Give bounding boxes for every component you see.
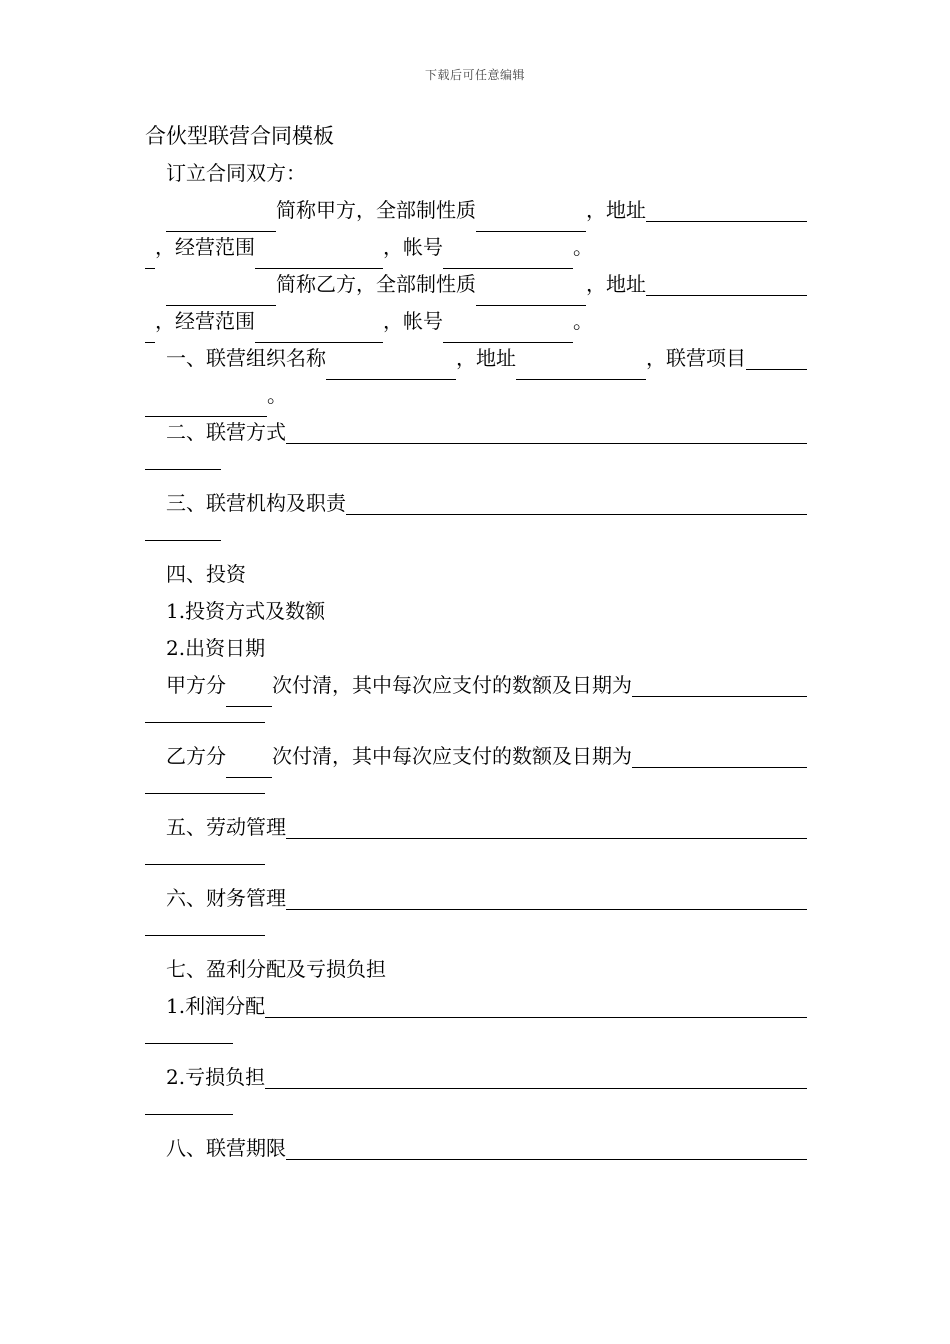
section-1-line-1 [145, 340, 807, 377]
section-2-line-1 [145, 414, 807, 451]
party-a-payment-pre: 甲方分 [166, 673, 226, 697]
party-a-payment-post: 次付清，其中每次应支付的数额及日期为 [272, 673, 632, 697]
section-5-label: 五、劳动管理 [166, 815, 286, 839]
party-b-abbr: 简称乙方，全部制性质 [276, 272, 476, 296]
profit-distribution-line [145, 988, 807, 1025]
investment-item-2: 2.出资日期 [166, 636, 266, 660]
joint-term-field[interactable] [286, 1137, 807, 1160]
section-5-line-1 [145, 809, 807, 846]
joint-mode-field[interactable] [286, 421, 807, 444]
party-b-payment-schedule-field[interactable] [632, 745, 807, 768]
project-field[interactable] [746, 347, 807, 370]
loss-bearing-label: 2.亏损负担 [166, 1065, 266, 1089]
organization-duties-field[interactable] [346, 492, 807, 515]
party-a-address-label: ，地址 [586, 198, 646, 222]
party-b-installments-field[interactable] [226, 755, 272, 778]
section-1-address-label: ，地址 [456, 346, 516, 370]
section-3-label: 三、联营机构及职责 [166, 491, 346, 515]
investment-item-1: 1.投资方式及数额 [166, 599, 326, 623]
party-a-account-label: ，帐号 [383, 235, 443, 259]
section-8-label: 八、联营期限 [166, 1136, 286, 1160]
party-a-installments-field[interactable] [226, 684, 272, 707]
party-b-payment-post: 次付清，其中每次应支付的数额及日期为 [272, 744, 632, 768]
party-a-abbr: 简称甲方，全部制性质 [276, 198, 476, 222]
party-b-end: 。 [573, 309, 593, 333]
labor-management-field[interactable] [286, 816, 807, 839]
spacer [145, 1021, 807, 1059]
section-1-project-label: ，联营项目 [646, 346, 746, 370]
loss-bearing-line [145, 1059, 807, 1096]
section-6-line-1 [145, 880, 807, 917]
party-b-address-label: ，地址 [586, 272, 646, 296]
section-6-label: 六、财务管理 [166, 886, 286, 910]
party-b-line-1 [145, 266, 807, 303]
document-title: 合伙型联营合同模板 [145, 124, 334, 148]
party-a-payment-line [145, 667, 807, 704]
party-b-line-2 [145, 303, 807, 340]
financial-management-field[interactable] [286, 887, 807, 910]
party-a-end: 。 [573, 235, 593, 259]
spacer [145, 1092, 807, 1130]
section-3-line-1 [145, 485, 807, 522]
loss-bearing-field[interactable] [265, 1066, 807, 1089]
party-b-address-field[interactable] [646, 273, 807, 296]
parties-intro: 订立合同双方： [166, 161, 306, 185]
section-4-label: 四、投资 [166, 562, 246, 586]
party-b-payment-line [145, 738, 807, 775]
party-a-line-2 [145, 229, 807, 266]
section-1-line-2 [145, 377, 807, 414]
page-header-note: 下载后可任意编辑 [424, 68, 525, 82]
party-b-payment-pre: 乙方分 [166, 744, 226, 768]
spacer [145, 518, 807, 556]
section-1-end: 。 [267, 383, 287, 407]
section-7-label: 七、盈利分配及亏损负担 [166, 957, 386, 981]
profit-distribution-field[interactable] [265, 995, 807, 1018]
contract-document [145, 118, 807, 1167]
party-a-scope-label: ，经营范围 [155, 235, 255, 259]
section-2-label: 二、联营方式 [166, 420, 286, 444]
party-b-scope-label: ，经营范围 [155, 309, 255, 333]
section-1-label: 一、联营组织名称 [166, 346, 326, 370]
party-a-address-field[interactable] [646, 199, 807, 222]
section-8-line-1 [145, 1130, 807, 1167]
party-a-line-1 [145, 192, 807, 229]
spacer [145, 447, 807, 485]
party-a-payment-schedule-field[interactable] [632, 674, 807, 697]
party-b-account-label: ，帐号 [383, 309, 443, 333]
spacer [145, 913, 807, 951]
profit-distribution-label: 1.利润分配 [166, 994, 266, 1018]
spacer [145, 842, 807, 880]
